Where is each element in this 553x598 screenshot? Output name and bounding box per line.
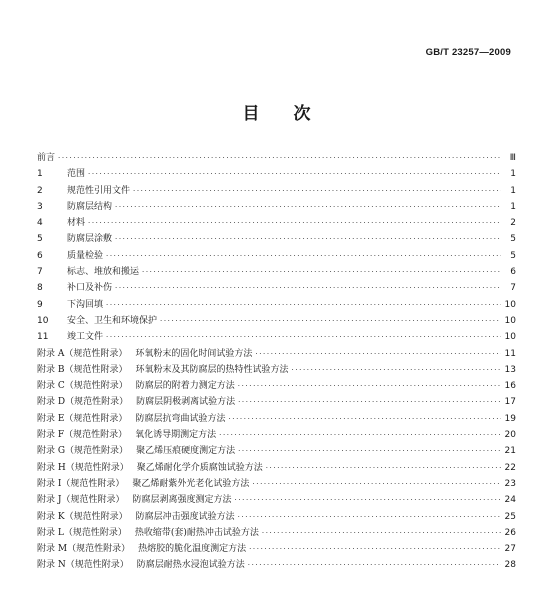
dot-leader [248, 557, 501, 573]
toc-entry-label: 防腐层结构 [67, 201, 113, 212]
toc-entry-label: 竣工文件 [67, 332, 104, 343]
toc-entry-page: 5 [510, 250, 516, 261]
toc-entry-label: 热收缩带(套)耐热冲击试验方法 [134, 527, 259, 538]
toc-entry-label: 聚乙烯压痕硬度测定方法 [136, 446, 236, 457]
annex-designation: 附录 C（规范性附录） [37, 381, 128, 392]
toc-entry-number: 1 [37, 169, 43, 180]
toc-entry-label: 补口及补伤 [67, 283, 113, 294]
toc-annex-k[interactable] [37, 509, 516, 525]
toc-entry-label: 标志、堆放和搬运 [67, 267, 140, 278]
toc-entry-2[interactable] [37, 183, 516, 199]
dot-leader [255, 346, 501, 362]
toc-entry-page: 22 [504, 462, 516, 473]
annex-designation: 附录 J（规范性附录） [37, 495, 125, 506]
toc-entry-page: 26 [504, 527, 516, 538]
page-title [0, 99, 553, 124]
toc-entry-page: 1 [510, 169, 516, 180]
toc-annex-b[interactable] [37, 362, 516, 378]
annex-designation: 附录 B（规范性附录） [37, 364, 128, 375]
toc-annex-m[interactable] [37, 541, 516, 557]
dot-leader [88, 166, 501, 182]
annex-designation: 附录 M（规范性附录） [37, 544, 131, 555]
annex-designation: 附录 A（规范性附录） [37, 348, 128, 359]
toc-entry-number: 7 [37, 267, 43, 278]
toc-entry-page: 28 [504, 560, 516, 571]
toc-annex-f[interactable] [37, 427, 516, 443]
toc-entry-page: 11 [504, 348, 516, 359]
toc-annex-g[interactable] [37, 443, 516, 459]
toc-entry-label: 环氧粉末及其防腐层的热特性试验方法 [135, 364, 289, 375]
annex-designation: 附录 F（规范性附录） [37, 430, 128, 441]
toc-entry-page: 24 [504, 495, 516, 506]
dot-leader [262, 525, 501, 541]
toc-entry-3[interactable] [37, 199, 516, 215]
annex-designation: 附录 G（规范性附录） [37, 446, 129, 457]
toc-entry-number: 6 [37, 250, 43, 261]
dot-leader [238, 378, 501, 394]
annex-designation: 附录 D（规范性附录） [37, 397, 129, 408]
toc-entry-label: 聚乙烯耐化学介质腐蚀试验方法 [136, 462, 263, 473]
toc-annex-d[interactable] [37, 394, 516, 410]
toc-entry-page: 16 [504, 381, 516, 392]
toc-entry-label: 质量检验 [67, 250, 104, 261]
annex-designation: 附录 E（规范性附录） [37, 413, 128, 424]
dot-leader [238, 394, 501, 410]
toc-entry-label: 安全、卫生和环境保护 [67, 315, 158, 326]
toc-entry-number: 4 [37, 218, 43, 229]
toc-entry-label: 聚乙烯耐紫外光老化试验方法 [132, 478, 250, 489]
toc-entry-number: 3 [37, 201, 43, 212]
table-of-contents [37, 150, 516, 574]
toc-entry-9[interactable] [37, 297, 516, 313]
dot-leader [58, 150, 501, 166]
toc-entry-foreword[interactable] [37, 150, 516, 166]
toc-entry-page: 25 [504, 511, 516, 522]
toc-entry-number: 2 [37, 185, 43, 196]
toc-annex-a[interactable] [37, 346, 516, 362]
toc-entry-label: 氧化诱导期测定方法 [135, 430, 217, 441]
toc-entry-page: 1 [510, 201, 516, 212]
annex-designation: 附录 N（规范性附录） [37, 560, 129, 571]
dot-leader [292, 362, 502, 378]
dot-leader [266, 460, 501, 476]
dot-leader [238, 509, 501, 525]
toc-entry-page: 6 [510, 267, 516, 278]
toc-entry-8[interactable] [37, 280, 516, 296]
dot-leader [106, 329, 501, 345]
annex-designation: 附录 I（规范性附录） [37, 478, 125, 489]
dot-leader [88, 215, 501, 231]
toc-entry-page: 23 [504, 478, 516, 489]
toc-annex-l[interactable] [37, 525, 516, 541]
toc-entry-number: 10 [37, 315, 49, 326]
page-title-char-2: 次 [293, 104, 311, 124]
annex-designation: 附录 L（规范性附录） [37, 527, 127, 538]
dot-leader [106, 297, 501, 313]
toc-entry-1[interactable] [37, 166, 516, 182]
dot-leader [252, 476, 501, 492]
toc-annex-c[interactable] [37, 378, 516, 394]
toc-entry-page: 20 [504, 430, 516, 441]
dot-leader [228, 411, 501, 427]
toc-entry-number: 11 [37, 332, 49, 343]
toc-entry-number: 8 [37, 283, 43, 294]
toc-entry-page: 5 [510, 234, 516, 245]
toc-entry-11[interactable] [37, 329, 516, 345]
toc-entry-page: 10 [504, 299, 516, 310]
dot-leader [142, 264, 501, 280]
toc-entry-page: 27 [504, 544, 516, 555]
toc-entry-label: 热熔胶的脆化温度测定方法 [138, 544, 247, 555]
toc-entry-label: 规范性引用文件 [67, 185, 131, 196]
toc-annex-h[interactable] [37, 460, 516, 476]
toc-entry-number: 9 [37, 299, 43, 310]
toc-annex-e[interactable] [37, 411, 516, 427]
toc-entry-label: 下沟回填 [67, 299, 104, 310]
toc-annex-i[interactable] [37, 476, 516, 492]
toc-entry-page: 7 [510, 283, 516, 294]
toc-entry-label: 防腐层剥离强度测定方法 [132, 495, 232, 506]
dot-leader [115, 199, 501, 215]
toc-entry-page: 10 [504, 332, 516, 343]
dot-leader [106, 248, 501, 264]
toc-entry-page: 13 [504, 364, 516, 375]
toc-entry-page: 10 [504, 315, 516, 326]
toc-entry-label: 防腐层阴极剥离试验方法 [136, 397, 236, 408]
toc-entry-label: 防腐层的附着力测定方法 [135, 381, 235, 392]
dot-leader [219, 427, 501, 443]
dot-leader [133, 183, 501, 199]
toc-entry-label: 防腐层抗弯曲试验方法 [135, 413, 226, 424]
dot-leader [235, 492, 502, 508]
page-title-char-1: 目 [242, 104, 260, 124]
toc-entry-page: 19 [504, 413, 516, 424]
annex-designation: 附录 H（规范性附录） [37, 462, 129, 473]
toc-entry-page: 2 [510, 218, 516, 229]
toc-annex-n[interactable] [37, 557, 516, 573]
dot-leader [115, 280, 501, 296]
toc-entry-label: 防腐层冲击强度试验方法 [135, 511, 235, 522]
toc-entry-label: 材料 [67, 218, 86, 229]
dot-leader [115, 231, 501, 247]
dot-leader [249, 541, 501, 557]
dot-leader [238, 443, 501, 459]
toc-entry-label: 前言 [37, 153, 56, 163]
toc-entry-page: Ⅲ [509, 153, 516, 163]
toc-annex-j[interactable] [37, 492, 516, 508]
toc-entry-page: 21 [504, 446, 516, 457]
toc-entry-label: 范围 [67, 169, 86, 180]
toc-entry-label: 防腐层耐热水浸泡试验方法 [136, 560, 245, 571]
toc-entry-4[interactable] [37, 215, 516, 231]
toc-entry-7[interactable] [37, 264, 516, 280]
toc-entry-label: 防腐层涂敷 [67, 234, 113, 245]
toc-entry-label: 环氧粉末的固化时间试验方法 [135, 348, 253, 359]
toc-entry-6[interactable] [37, 248, 516, 264]
toc-entry-5[interactable] [37, 231, 516, 247]
standard-code: GB/T 23257—2009 [425, 47, 511, 58]
toc-entry-number: 5 [37, 234, 43, 245]
toc-entry-10[interactable] [37, 313, 516, 329]
annex-designation: 附录 K（规范性附录） [37, 511, 128, 522]
dot-leader [160, 313, 501, 329]
toc-entry-page: 17 [504, 397, 516, 408]
toc-entry-page: 1 [510, 185, 516, 196]
